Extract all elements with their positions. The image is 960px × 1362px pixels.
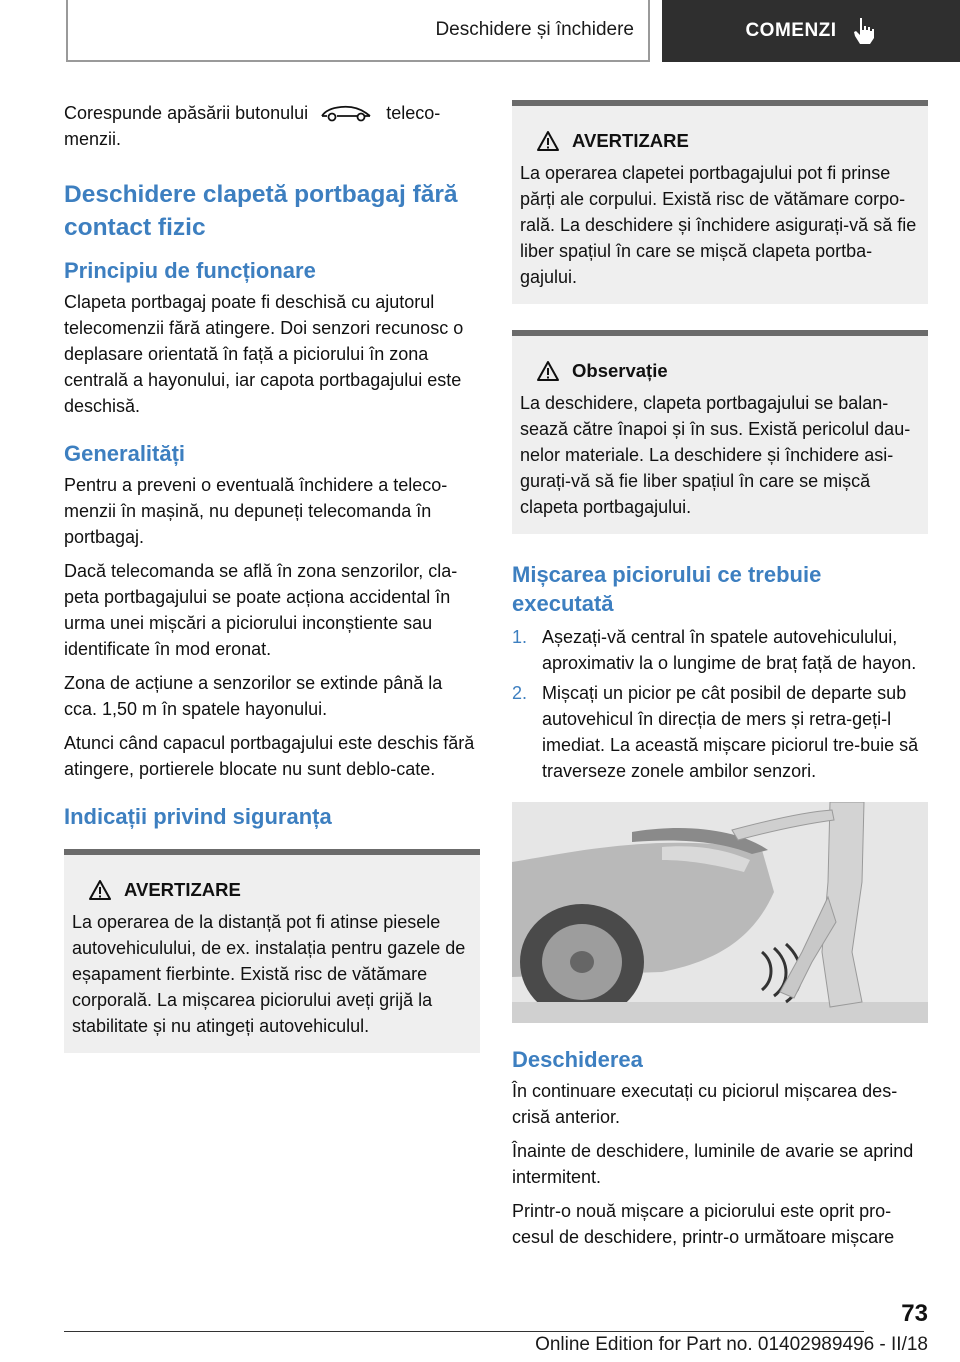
general-paragraph-2: Dacă telecomanda se află în zona senzorilor, cla-peta portbagajului se poate acționa accidental în urma unei mișcări a piciorului inconștiente sau identificate în mod eronat. — [64, 561, 458, 659]
warning-title: AVERTIZARE — [536, 130, 920, 152]
safety-heading: Indicații privind siguranța — [64, 804, 332, 829]
main-heading: Deschidere clapetă portbagaj fără contact fizic — [64, 181, 458, 241]
warning-box-tailgate — [512, 100, 928, 304]
left-column — [64, 100, 480, 1079]
footer-divider — [64, 1331, 864, 1332]
car-tailgate-icon — [319, 102, 373, 122]
hand-pointer-icon — [851, 16, 877, 46]
foot-gesture-illustration — [512, 802, 928, 1023]
steps-list — [512, 624, 928, 784]
opening-paragraph-1: În continuare executați cu piciorul mișcarea des-crisă anterior. — [512, 1081, 898, 1127]
right-column — [512, 100, 928, 1258]
opening-paragraph-3: Printr-o nouă mișcare a piciorului este oprit pro-cesul de deschidere, printr-o următoare mișcare — [512, 1201, 895, 1247]
general-paragraph-3: Zona de acțiune a senzorilor se extinde până la cca. 1,50 m în spatele hayonului. — [64, 673, 443, 719]
page-number: 73 — [901, 1300, 928, 1327]
warning-triangle-icon — [88, 879, 112, 901]
note-text: La deschidere, clapeta portbagajului se balan-sează către înapoi și în sus. Există pericolul dau-nelor materiale. La deschidere și închidere asi-gurați-vă să fie liber spațiul în care se mișcă clapeta portbagajului. — [520, 393, 911, 517]
warning-triangle-icon — [536, 130, 560, 152]
footer-edition: Online Edition for Part no. 01402989496 - II/18 — [535, 1334, 928, 1355]
note-title: Observație — [536, 360, 920, 382]
principle-text: Clapeta portbagaj poate fi deschisă cu ajutorul telecomenzii fără atingere. Doi senzori recunosc o deplasare orientată în față a piciorului în zona centrală a hayonului, iar capota portbagajului este deschisă. — [64, 292, 464, 416]
warning-text: La operarea clapetei portbagajului pot fi prinse părți ale corpului. Există risc de vătămare corpo-rală. La deschidere și închidere asigurați-vă să fie liber spațiul în care se mișcă clapeta portba-gajului. — [520, 163, 917, 287]
list-item: 2. Mișcați un picior pe cât posibil de departe sub autovehicul în direcția de mers și retra-geți-l imediat. La această mișcare piciorul tre-buie să traverseze zonele ambilor senzori. — [512, 683, 919, 781]
general-paragraph-1: Pentru a preveni o eventuală închidere a teleco-menzii în mașină, nu depuneți telecomanda în portbagaj. — [64, 475, 448, 547]
general-paragraph-4: Atunci când capacul portbagajului este deschis fără atingere, portierele blocate nu sunt deblo-cate. — [64, 733, 475, 779]
header-chapter-tab[interactable] — [662, 0, 960, 62]
list-item: 1. Așezați-vă central în spatele autovehiculului, aproximativ la o lungime de braț față de hayon. — [512, 627, 917, 673]
section-title: Deschidere și închidere — [435, 19, 634, 40]
opening-heading: Deschiderea — [512, 1047, 643, 1072]
general-heading: Generalități — [64, 441, 186, 466]
warning-box-remote — [64, 849, 480, 1053]
note-box — [512, 330, 928, 534]
principle-heading: Principiu de funcționare — [64, 258, 316, 283]
warning-triangle-icon — [536, 360, 560, 382]
warning-title: AVERTIZARE — [88, 879, 472, 901]
movement-heading: Mișcarea piciorului ce trebuie executată — [512, 562, 822, 616]
intro-text: Corespunde apăsării butonului teleco-menzii. — [64, 103, 441, 149]
opening-paragraph-2: Înainte de deschidere, luminile de avarie se aprind intermitent. — [512, 1141, 914, 1187]
chapter-title: COMENZI — [745, 20, 837, 41]
header-section-tab — [66, 0, 650, 62]
warning-text: La operarea de la distanță pot fi atinse piesele autovehiculului, de ex. instalația pentru gazele de eșapament fierbinte. Există risc de vătămare corporală. La mișcarea piciorului aveți grijă la stabilitate și nu atingeți autovehiculul. — [72, 912, 466, 1036]
